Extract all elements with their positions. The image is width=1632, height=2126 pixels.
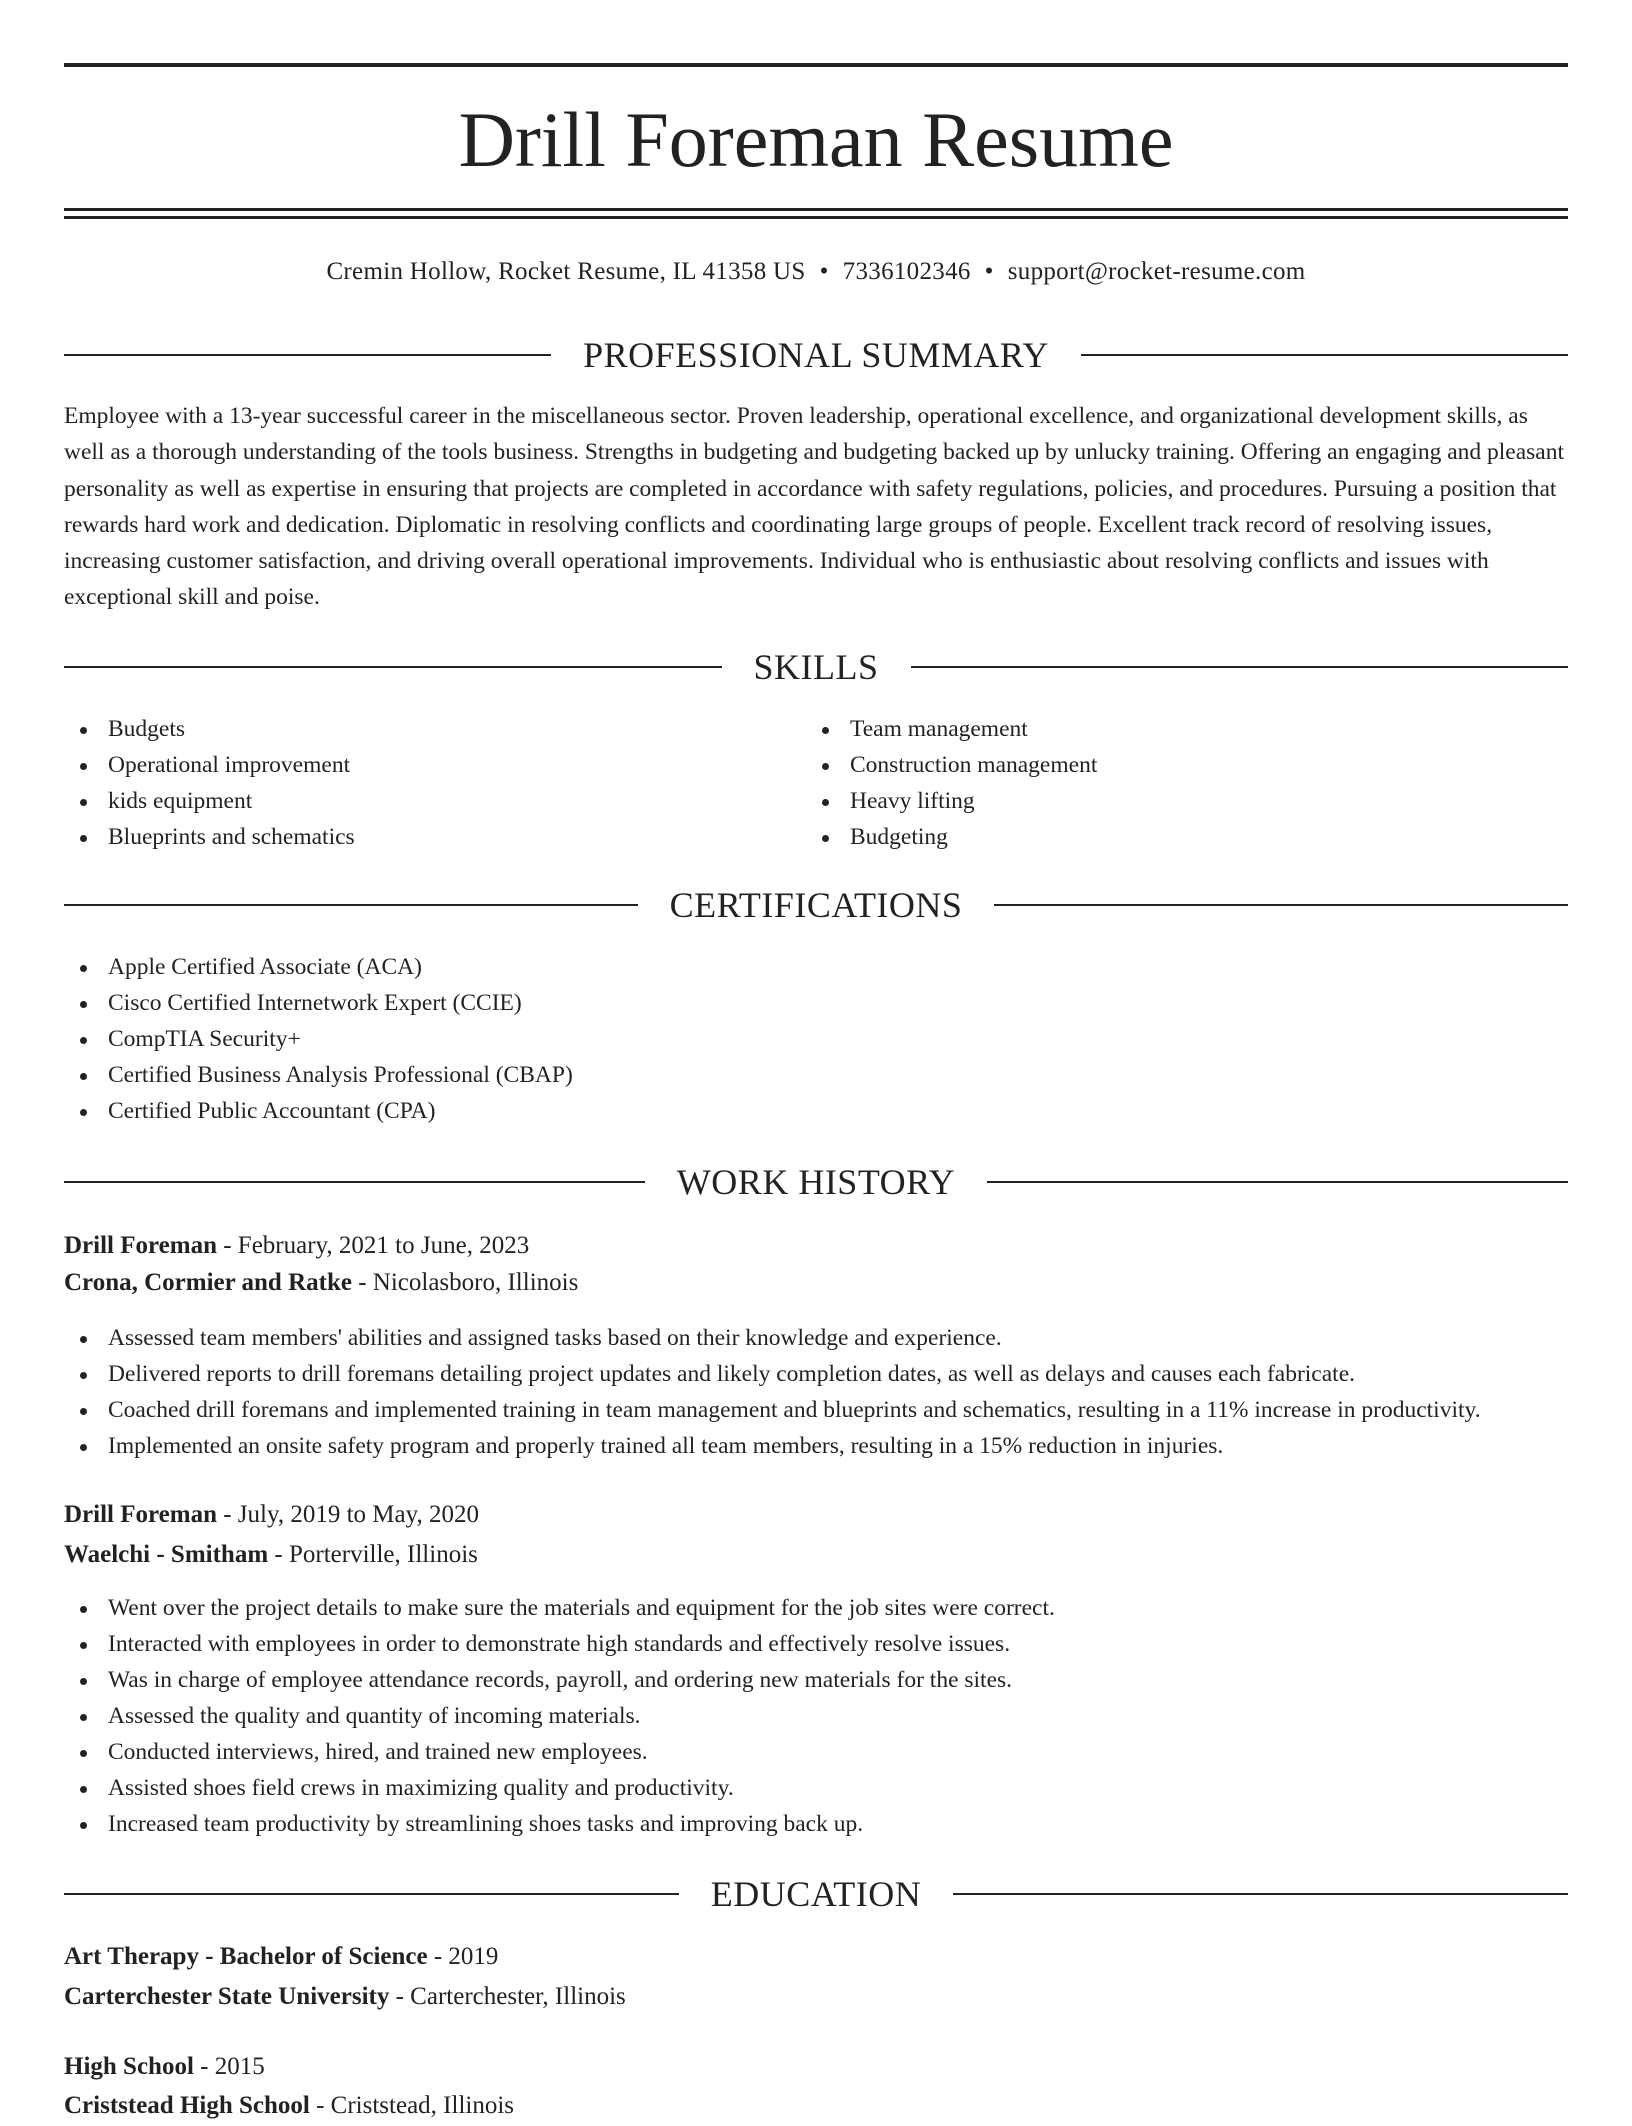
certifications-list: [64, 949, 573, 1129]
education-location: - Criststead, Illinois: [309, 2092, 515, 2119]
contact-email: support@rocket-resume.com: [1007, 258, 1306, 285]
job-title: Drill Foreman: [64, 1501, 217, 1528]
job-duty-item: Went over the project details to make sure the materials and equipment for the job sites were correct.: [64, 1590, 1055, 1626]
certification-item: Certified Business Analysis Professional (CBAP): [64, 1057, 573, 1093]
job-title: Drill Foreman: [64, 1232, 217, 1259]
job-duty-item: Assisted shoes field crews in maximizing quality and productivity.: [64, 1770, 1055, 1806]
contact-phone: 7336102346: [842, 258, 971, 285]
heading-rule: [64, 1893, 679, 1895]
skill-item: kids equipment: [64, 783, 355, 819]
job-duties-list: [64, 1590, 1055, 1842]
job-duty-item: Was in charge of employee attendance records, payroll, and ordering new materials for the sites.: [64, 1662, 1055, 1698]
job-company: Crona, Cormier and Ratke: [64, 1269, 352, 1296]
certification-item: Certified Public Accountant (CPA): [64, 1093, 573, 1129]
skill-item: Budgeting: [806, 819, 1097, 855]
skills-list-right: [806, 711, 1097, 855]
job-duty-item: Increased team productivity by streamlining shoes tasks and improving back up.: [64, 1806, 1055, 1842]
education-school-line: [64, 1977, 1568, 2017]
education-degree: Art Therapy - Bachelor of Science: [64, 1943, 428, 1970]
education-school: Carterchester State University: [64, 1983, 390, 2010]
job-dates: - July, 2019 to May, 2020: [216, 1501, 480, 1528]
job-company-line: [64, 1263, 1568, 1303]
job-title-line: [64, 1226, 1568, 1266]
title-double-rule: [64, 208, 1568, 219]
section-title: SKILLS: [753, 647, 879, 687]
heading-rule: [987, 1181, 1568, 1183]
resume-title: Drill Foreman Resume: [458, 96, 1174, 183]
skill-item: Construction management: [806, 747, 1097, 783]
heading-rule: [64, 904, 638, 906]
education-location: - Carterchester, Illinois: [389, 1983, 626, 2010]
education-year: - 2019: [427, 1943, 499, 1970]
job-duties-list: [64, 1320, 1481, 1464]
section-title: WORK HISTORY: [676, 1162, 956, 1202]
heading-rule: [994, 904, 1568, 906]
contact-separator: •: [984, 258, 994, 285]
section-heading-education: [64, 1870, 1568, 1918]
section-heading-work-history: [64, 1158, 1568, 1206]
section-heading-summary: [64, 331, 1568, 379]
job-title-line: [64, 1495, 1568, 1535]
certification-item: CompTIA Security+: [64, 1021, 573, 1057]
job-location: - Porterville, Illinois: [268, 1541, 478, 1568]
education-degree-line: [64, 2047, 1568, 2087]
heading-rule: [911, 666, 1569, 668]
job-dates: - February, 2021 to June, 2023: [216, 1232, 530, 1259]
heading-rule: [64, 1181, 645, 1183]
contact-line: [64, 252, 1568, 292]
skill-item: Blueprints and schematics: [64, 819, 355, 855]
top-rule: [64, 63, 1568, 67]
education-degree-line: [64, 1937, 1568, 1977]
skills-list-left: [64, 711, 355, 855]
job-company: Waelchi - Smitham: [64, 1541, 269, 1568]
job-company-line: [64, 1535, 1568, 1575]
job-duty-item: Implemented an onsite safety program and properly trained all team members, resulting in a 15% reduction in injuries.: [64, 1428, 1481, 1464]
job-duty-item: Coached drill foremans and implemented training in team management and blueprints and schematics, resulting in a 11% increase in productivity.: [64, 1392, 1481, 1428]
skill-item: Team management: [806, 711, 1097, 747]
heading-rule: [953, 1893, 1568, 1895]
job-location: - Nicolasboro, Illinois: [351, 1269, 579, 1296]
skill-item: Operational improvement: [64, 747, 355, 783]
heading-rule: [64, 666, 722, 668]
certification-item: Cisco Certified Internetwork Expert (CCIE): [64, 985, 573, 1021]
section-title: CERTIFICATIONS: [669, 885, 963, 925]
contact-address: Cremin Hollow, Rocket Resume, IL 41358 US: [326, 258, 806, 285]
job-duty-item: Delivered reports to drill foremans detailing project updates and likely completion dates, as well as delays and causes each fabricate.: [64, 1356, 1481, 1392]
heading-rule: [1081, 354, 1568, 356]
certification-item: Apple Certified Associate (ACA): [64, 949, 573, 985]
contact-separator: •: [819, 258, 829, 285]
skill-item: Budgets: [64, 711, 355, 747]
job-duty-item: Conducted interviews, hired, and trained new employees.: [64, 1734, 1055, 1770]
job-duty-item: Interacted with employees in order to demonstrate high standards and effectively resolve issues.: [64, 1626, 1055, 1662]
summary-text: Employee with a 13-year successful career in the miscellaneous sector. Proven leadership, operational excellence, and organizational development skills, as well as a thorough understanding of the tools business. Strengths in budgeting and budgeting backed up by unlucky training. Offering an engaging and pleasant personality as well as expertise in ensuring that projects are completed in accordance with safety regulations, policies, and procedures. Pursuing a position that rewards hard work and dedication. Diplomatic in resolving conflicts and coordinating large groups of people. Excellent track record of resolving issues, increasing customer satisfaction, and driving overall operational improvements. Individual who is enthusiastic about resolving conflicts and issues with exceptional skill and poise.: [64, 403, 1565, 611]
section-title: PROFESSIONAL SUMMARY: [583, 335, 1049, 375]
education-school: Criststead High School: [64, 2092, 310, 2119]
section-heading-skills: [64, 643, 1568, 691]
education-school-line: [64, 2086, 1568, 2126]
education-year: - 2015: [193, 2053, 265, 2080]
skill-item: Heavy lifting: [806, 783, 1097, 819]
education-degree: High School: [64, 2053, 194, 2080]
heading-rule: [64, 354, 551, 356]
section-heading-certifications: [64, 881, 1568, 929]
job-duty-item: Assessed the quality and quantity of incoming materials.: [64, 1698, 1055, 1734]
job-duty-item: Assessed team members' abilities and assigned tasks based on their knowledge and experience.: [64, 1320, 1481, 1356]
section-title: EDUCATION: [710, 1874, 922, 1914]
